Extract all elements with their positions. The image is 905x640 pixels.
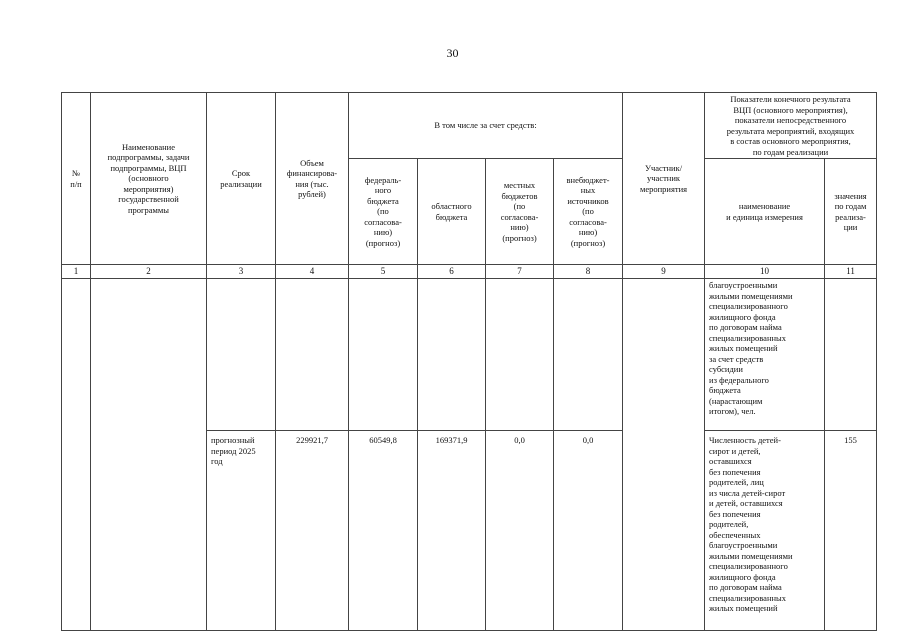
empty-cell [418,279,486,431]
header-num: № п/п [62,93,91,265]
empty-cell [486,279,554,431]
col-number: 3 [207,265,276,279]
header-federal: федераль- ного бюджета (по согласова- нию) (прогноз) [349,159,418,265]
header-regional: областного бюджета [418,159,486,265]
col-number: 2 [91,265,207,279]
extra-cell: 0,0 [554,431,623,631]
indicator-text: благоустроенными жилыми помещениями специализированного жилищного фонда по договорам найма специализированных жилых помещений за счет средств субсидии из федерального бюджета (нарастающим итогом), чел. [705,279,825,431]
col-number: 10 [705,265,825,279]
program-table [61,92,877,631]
empty-cell [91,279,207,631]
col-number: 9 [623,265,705,279]
federal-cell: 60549,8 [349,431,418,631]
header-indicator-value: значения по годам реализа- ции [825,159,877,265]
header-indicator-name: наименование и единица измерения [705,159,825,265]
column-numbers-row [62,265,877,279]
header-indicators: Показатели конечного результата ВЦП (основного мероприятия), показатели непосредственного результата мероприятий, входящих в состав основного мероприятия, по годам реализации [705,93,877,159]
page-number: 30 [446,46,459,60]
table-row [62,279,877,431]
col-number: 8 [554,265,623,279]
empty-cell [349,279,418,431]
empty-cell [623,279,705,631]
col-number: 11 [825,265,877,279]
empty-cell [62,279,91,631]
header-volume: Объем финансирова- ния (тыс. рублей) [276,93,349,265]
indicator-value: 155 [825,431,877,631]
indicator-text: Численность детей- сирот и детей, оставшихся без попечения родителей, лиц из числа детей-сирот и детей, оставшихся без попечения родителей, обеспеченных благоустроенными жилыми помещениями специализированного жилищного фонда по договорам найма специализированных жилых помещений [705,431,825,631]
regional-cell: 169371,9 [418,431,486,631]
empty-cell [207,279,276,431]
col-number: 1 [62,265,91,279]
empty-cell [276,279,349,431]
empty-cell [825,279,877,431]
header-extra: внебюджет- ных источников (по согласова- нию) (прогноз) [554,159,623,265]
col-number: 4 [276,265,349,279]
header-term: Срок реализации [207,93,276,265]
header-name: Наименование подпрограммы, задачи подпрограммы, ВЦП (основного мероприятия) государственной программы [91,93,207,265]
empty-cell [554,279,623,431]
header-participant: Участник/ участник мероприятия [623,93,705,265]
header-local: местных бюджетов (по согласова- нию) (прогноз) [486,159,554,265]
volume-cell: 229921,7 [276,431,349,631]
col-number: 7 [486,265,554,279]
term-cell: прогнозный период 2025 год [207,431,276,631]
col-number: 6 [418,265,486,279]
header-including: В том числе за счет средств: [349,93,623,159]
local-cell: 0,0 [486,431,554,631]
col-number: 5 [349,265,418,279]
